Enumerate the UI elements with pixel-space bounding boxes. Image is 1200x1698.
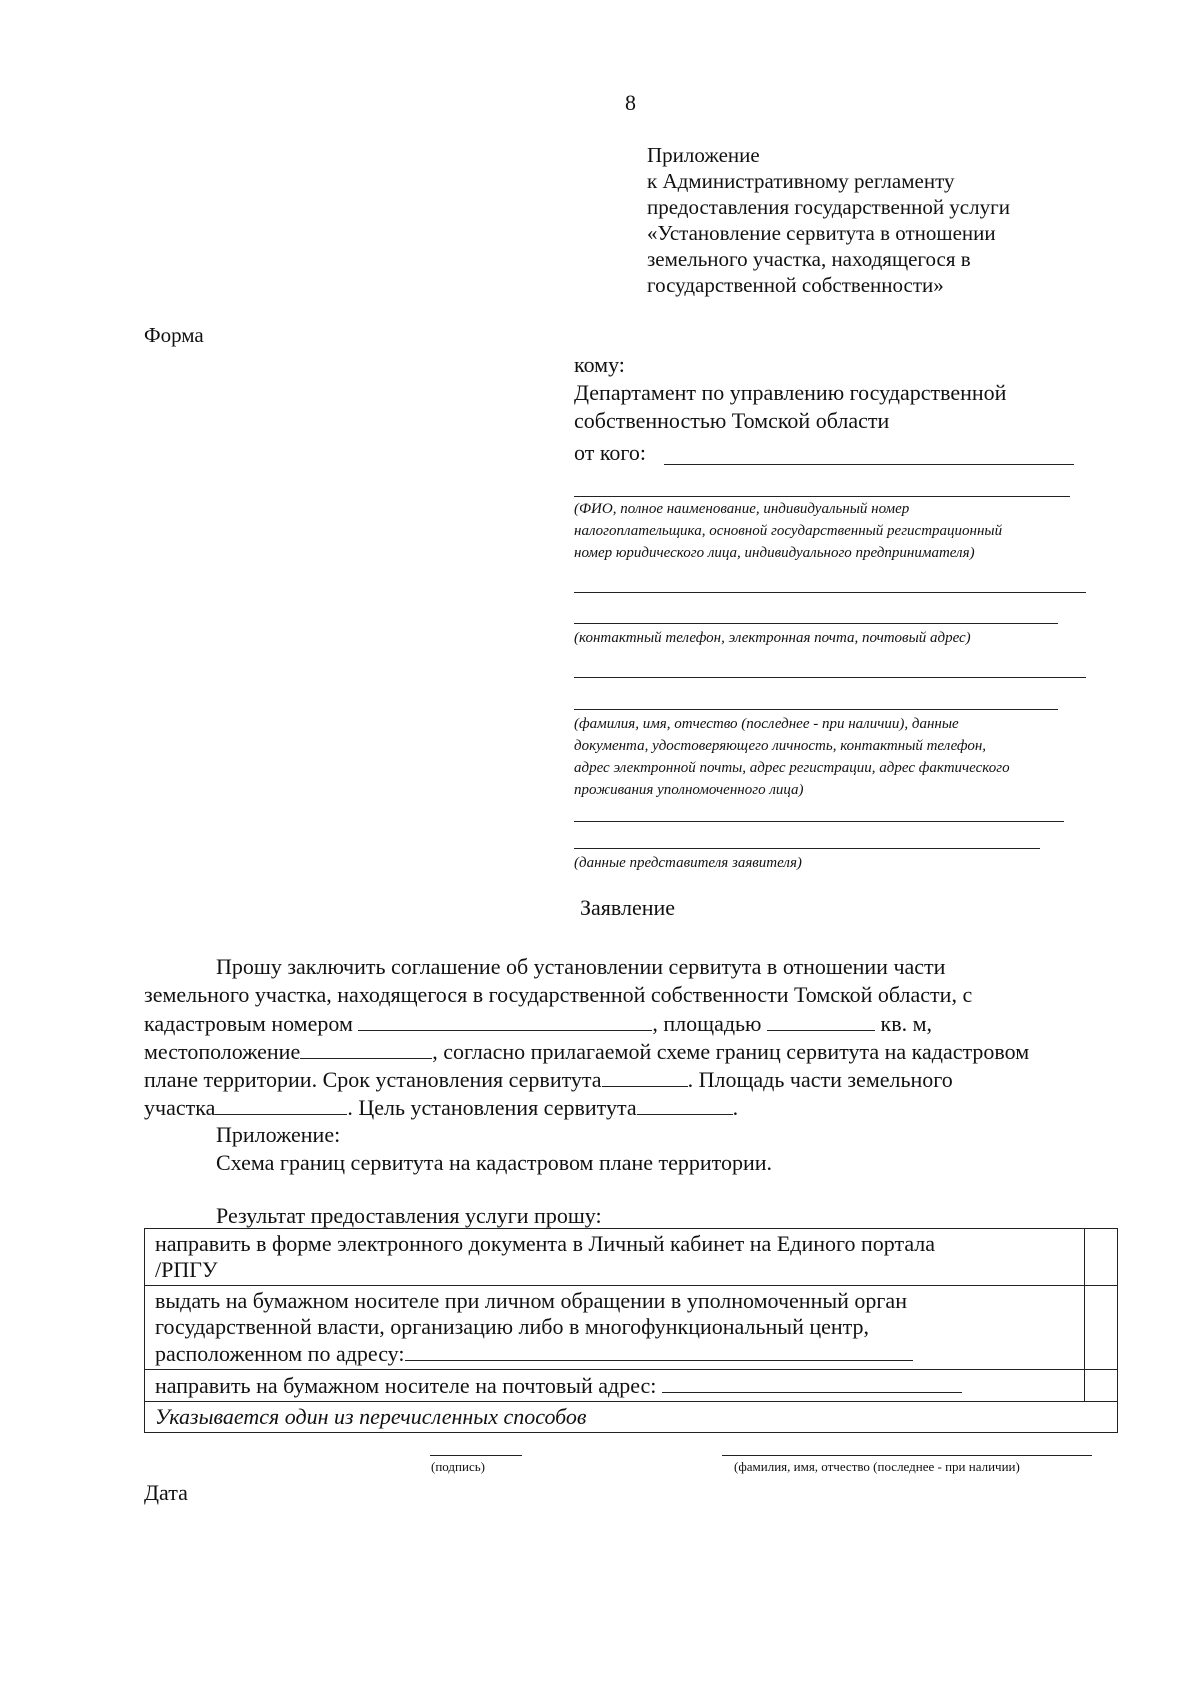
note-line: проживания уполномоченного лица) — [574, 782, 804, 798]
appendix-line: к Административному регламенту — [647, 169, 955, 193]
option-text: направить в форме электронного документа в Личный кабинет на Единого портала — [155, 1231, 936, 1256]
appendix-line: земельного участка, находящегося в — [647, 247, 971, 271]
page-number: 8 — [625, 90, 636, 115]
note-line: (ФИО, полное наименование, индивидуальный номер — [574, 501, 910, 517]
contacts-input-line-1[interactable] — [574, 592, 1086, 593]
form-label: Форма — [144, 323, 204, 347]
option-paper-in-person — [145, 1286, 1085, 1370]
rep-data-input-line-1[interactable] — [574, 821, 1064, 822]
option-electronic — [145, 1229, 1085, 1286]
office-address-field[interactable] — [405, 1340, 913, 1361]
from-label: от кого: — [574, 440, 646, 465]
note-line: номер юридического лица, индивидуального предпринимателя) — [574, 545, 975, 561]
mail-address-field[interactable] — [662, 1372, 962, 1393]
body-line-2: земельного участка, находящегося в государственной собственности Томской области, с — [144, 982, 973, 1007]
area-unit: кв. м, — [880, 1011, 932, 1036]
option-paper-mail-checkbox[interactable] — [1085, 1370, 1118, 1402]
representative-input-line-2[interactable] — [574, 709, 1058, 710]
representative-input-line-1[interactable] — [574, 677, 1086, 678]
option-paper-mail — [145, 1370, 1085, 1402]
attachment-label: Приложение: — [216, 1122, 341, 1147]
from-input-line-2[interactable] — [574, 496, 1070, 497]
option-text: /РПГУ — [155, 1257, 218, 1282]
cadastral-label: кадастровым номером — [144, 1011, 353, 1036]
note-representative-person — [574, 713, 1010, 801]
appendix-line: государственной собственности» — [647, 273, 944, 297]
plot-label: участка — [144, 1095, 216, 1120]
body-line-3 — [144, 1010, 932, 1037]
appendix-line: предоставления государственной услуги — [647, 195, 1010, 219]
body-line-6 — [144, 1094, 738, 1121]
term-field[interactable] — [602, 1066, 688, 1087]
note-line: адрес электронной почты, адрес регистрации, адрес фактического — [574, 760, 1010, 776]
to-line-1: Департамент по управлению государственной — [574, 380, 1007, 405]
appendix-header — [647, 142, 1010, 298]
result-label: Результат предоставления услуги прошу: — [216, 1203, 602, 1228]
rep-data-input-line-2[interactable] — [574, 848, 1040, 849]
body-line-1: Прошу заключить соглашение об установлении сервитута в отношении части — [216, 954, 946, 979]
option-text: направить на бумажном носителе на почтовый адрес: — [155, 1373, 657, 1398]
note-contacts: (контактный телефон, электронная почта, почтовый адрес) — [574, 630, 971, 646]
table-row — [145, 1229, 1118, 1286]
from-input-line[interactable] — [664, 464, 1074, 465]
table-row — [145, 1402, 1118, 1433]
area-label: , площадью — [652, 1011, 762, 1036]
note-line: (фамилия, имя, отчество (последнее - при наличии), данные — [574, 716, 959, 732]
option-text: выдать на бумажном носителе при личном обращении в уполномоченный орган — [155, 1288, 907, 1313]
date-label: Дата — [144, 1480, 188, 1505]
table-row — [145, 1286, 1118, 1370]
part-area-label: . Площадь части земельного — [687, 1067, 953, 1092]
option-text-line — [155, 1340, 1074, 1367]
options-note: Указывается один из перечисленных способов — [145, 1402, 1118, 1433]
note-representative-data: (данные представителя заявителя) — [574, 855, 802, 871]
result-options-table — [144, 1228, 1118, 1433]
body-line-4 — [144, 1038, 1029, 1065]
to-label: кому: — [574, 352, 625, 377]
note-line: документа, удостоверяющего личность, контактный телефон, — [574, 738, 987, 754]
appendix-line: Приложение — [647, 143, 760, 167]
contacts-input-line-2[interactable] — [574, 623, 1058, 624]
to-line-2: собственностью Томской области — [574, 408, 890, 433]
table-row — [145, 1370, 1118, 1402]
plot-area-field[interactable] — [215, 1094, 347, 1115]
cadastral-number-field[interactable] — [358, 1010, 652, 1031]
option-paper-in-person-checkbox[interactable] — [1085, 1286, 1118, 1370]
purpose-field[interactable] — [637, 1094, 733, 1115]
option-electronic-checkbox[interactable] — [1085, 1229, 1118, 1286]
area-field[interactable] — [767, 1010, 875, 1031]
option-text: расположенном по адресу: — [155, 1341, 405, 1366]
signature-caption: (подпись) — [431, 1459, 485, 1474]
term-label: плане территории. Срок установления сервитута — [144, 1067, 602, 1092]
location-tail: , согласно прилагаемой схеме границ сервитута на кадастровом — [432, 1039, 1030, 1064]
document-title: Заявление — [580, 895, 676, 920]
signature-line[interactable] — [430, 1455, 522, 1456]
location-label: местоположение — [144, 1039, 301, 1064]
note-line: налогоплательщика, основной государственный регистрационный — [574, 523, 1003, 539]
purpose-end: . — [732, 1095, 739, 1120]
name-line[interactable] — [722, 1455, 1092, 1456]
name-caption: (фамилия, имя, отчество (последнее - при наличии) — [734, 1459, 1020, 1474]
attachment-text: Схема границ сервитута на кадастровом плане территории. — [216, 1150, 773, 1175]
appendix-line: «Установление сервитута в отношении — [647, 221, 996, 245]
location-field[interactable] — [300, 1038, 432, 1059]
body-line-5 — [144, 1066, 953, 1093]
purpose-label: . Цель установления сервитута — [347, 1095, 637, 1120]
option-text: государственной власти, организацию либо в многофункциональный центр, — [155, 1314, 870, 1339]
note-fio — [574, 498, 1002, 564]
